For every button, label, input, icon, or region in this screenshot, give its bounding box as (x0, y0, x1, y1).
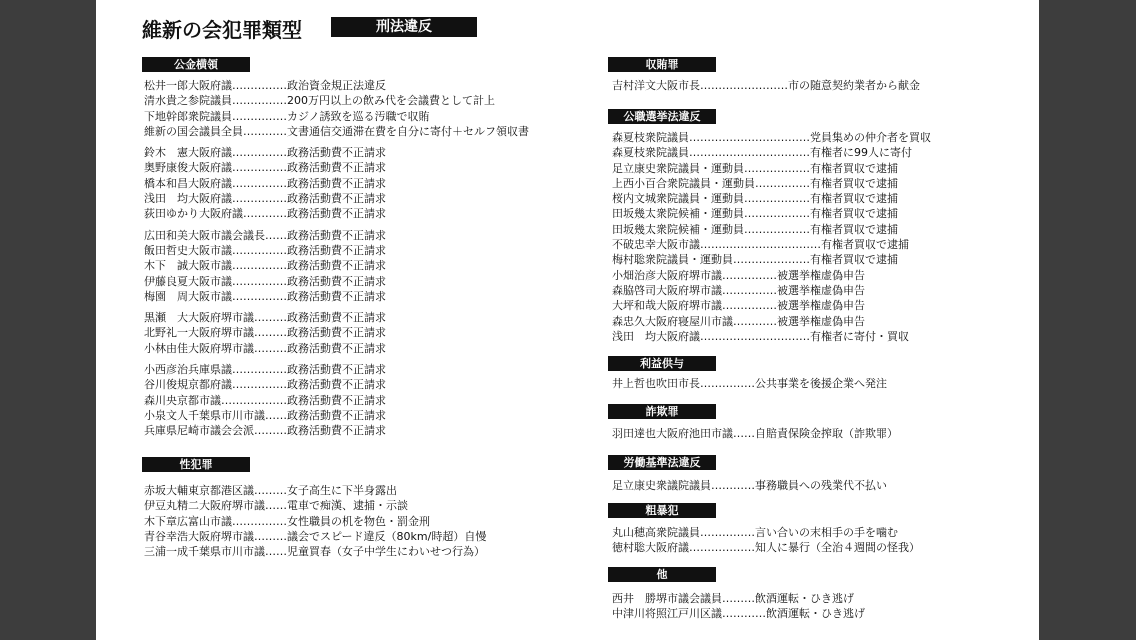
list-item: 桜内文城衆院議員・運動員………………有権者買収で逮捕 (612, 192, 898, 206)
list-item: 小泉文人千葉県市川市議……政務活動費不正請求 (144, 408, 386, 422)
list-item: 不破忠幸大阪市議……………………………有権者買収で逮捕 (612, 238, 909, 252)
entry-group (144, 145, 529, 221)
entry-group (612, 525, 920, 556)
list-item: 森脇啓司大阪府堺市議……………被選挙権虚偽申告 (612, 283, 865, 297)
list-item: 田坂幾太衆院候補・運動員………………有権者買収で逮捕 (612, 222, 898, 236)
list-item: 吉村洋文大阪市長……………………市の随意契約業者から献金 (612, 79, 920, 92)
entry-group (612, 426, 898, 441)
list-item: 北野礼一大阪府堺市議………政務活動費不正請求 (144, 326, 386, 340)
category-badge: 刑法違反 (331, 17, 477, 37)
entry-group (144, 483, 486, 559)
section-header-labor-law: 労働基準法違反 (608, 455, 716, 470)
list-item: 梅園 周大阪市議……………政務活動費不正請求 (144, 289, 386, 303)
section-entries-fraud (612, 426, 898, 441)
list-item: 梅村聡衆院議員・運動員…………………有権者買収で逮捕 (612, 253, 898, 267)
list-item: 足立康史衆議院議員…………事務職員への残業代不払い (612, 479, 887, 492)
section-entries-other (612, 591, 865, 622)
list-item: 赤坂大輔東京都港区議………女子高生に下半身露出 (144, 484, 397, 497)
section-header-profit-provision: 利益供与 (608, 356, 716, 371)
list-item: 羽田達也大阪府池田市議……自賠責保険金搾取（詐欺罪） (612, 427, 898, 440)
list-item: 中津川将照江戸川区議…………飲酒運転・ひき逃げ (612, 607, 865, 621)
list-item: 兵庫県尼崎市議会会派………政務活動費不正請求 (144, 424, 386, 438)
list-item: 西井 勝堺市議会議員………飲酒運転・ひき逃げ (612, 592, 854, 605)
section-entries-violent-crimes (612, 525, 920, 556)
list-item: 維新の国会議員全員…………文書通信交通滞在費を自分に寄付＋セルフ領収書 (144, 124, 529, 138)
list-item: 上西小百合衆院議員・運動員……………有権者買収で逮捕 (612, 176, 898, 190)
section-header-bribery: 収賄罪 (608, 57, 716, 72)
list-item: 松井一郎大阪府議……………政治資金規正法違反 (144, 79, 386, 92)
section-entries-labor-law (612, 478, 887, 493)
section-header-fraud: 詐欺罪 (608, 404, 716, 419)
list-item: 田坂幾太衆院候補・運動員………………有権者買収で逮捕 (612, 207, 898, 221)
list-item: 小林由佳大阪府堺市議………政務活動費不正請求 (144, 341, 386, 355)
list-item: 大坪和哉大阪府堺市議……………被選挙権虚偽申告 (612, 299, 865, 313)
section-entries-election-law (612, 130, 931, 344)
section-header-embezzlement: 公金横領 (142, 57, 250, 72)
list-item: 浅田 均大阪府議……………政務活動費不正請求 (144, 192, 386, 206)
section-entries-sex-crimes (144, 483, 486, 559)
section-entries-bribery (612, 78, 920, 93)
list-item: 飯田哲史大阪市議……………政務活動費不正請求 (144, 243, 386, 257)
entry-group (612, 376, 887, 391)
list-item: 丸山穂高衆院議員……………言い合いの末相手の手を噛む (612, 526, 898, 539)
list-item: 森夏枝衆院議員……………………………有権者に99人に寄付 (612, 146, 912, 160)
list-item: 木下章広富山市議……………女性職員の机を物色・罰金刑 (144, 514, 430, 528)
list-item: 森忠久大阪府寝屋川市議…………被選挙権虚偽申告 (612, 314, 865, 328)
list-item: 小畑治彦大阪府堺市議……………被選挙権虚偽申告 (612, 268, 865, 282)
list-item: 清水貴之参院議員……………200万円以上の飲み代を会議費として計上 (144, 94, 495, 108)
list-item: 井上哲也吹田市長……………公共事業を後援企業へ発注 (612, 377, 887, 390)
document-page (96, 0, 1039, 640)
section-entries-embezzlement (144, 78, 529, 439)
list-item: 青谷幸浩大阪府堺市議………議会でスピード違反（80km/時超）自慢 (144, 529, 487, 543)
list-item: 鈴木 憲大阪府議……………政務活動費不正請求 (144, 146, 386, 160)
list-item: 森川央京都市議………………政務活動費不正請求 (144, 393, 386, 407)
entry-group (144, 362, 529, 438)
list-item: 三浦一成千葉県市川市議……児童買春（女子中学生にわいせつ行為） (144, 545, 485, 559)
list-item: 下地幹郎衆院議員……………カジノ誘致を巡る汚職で収賄 (144, 109, 430, 123)
list-item: 足立康史衆院議員・運動員………………有権者買収で逮捕 (612, 161, 898, 175)
list-item: 黒瀬 大大阪府堺市議………政務活動費不正請求 (144, 311, 386, 325)
section-header-election-law: 公職選挙法違反 (608, 109, 716, 124)
list-item: 橋本和昌大阪府議……………政務活動費不正請求 (144, 176, 386, 190)
section-header-sex-crimes: 性犯罪 (142, 457, 250, 472)
list-item: 谷川俊規京都府議……………政務活動費不正請求 (144, 378, 386, 392)
section-header-violent-crimes: 粗暴犯 (608, 503, 716, 518)
list-item: 浅田 均大阪府議…………………………有権者に寄付・買収 (612, 329, 909, 343)
entry-group (612, 478, 887, 493)
entry-group (144, 228, 529, 304)
section-header-other: 他 (608, 567, 716, 582)
page-title: 維新の会犯罪類型 (142, 18, 302, 42)
list-item: 伊藤良夏大阪市議……………政務活動費不正請求 (144, 274, 386, 288)
section-entries-profit-provision (612, 376, 887, 391)
entry-group (144, 310, 529, 356)
entry-group (144, 78, 529, 139)
entry-group (612, 591, 865, 622)
list-item: 森夏枝衆院議員……………………………党員集めの仲介者を買収 (612, 131, 931, 144)
list-item: 徳村聡大阪府議………………知人に暴行（全治４週間の怪我） (612, 541, 920, 555)
entry-group (612, 78, 920, 93)
list-item: 小西彦治兵庫県議……………政務活動費不正請求 (144, 363, 386, 377)
list-item: 広田和美大阪市議会議長……政務活動費不正請求 (144, 228, 386, 242)
list-item: 荻田ゆかり大阪府議…………政務活動費不正請求 (144, 207, 386, 221)
entry-group (612, 130, 931, 344)
list-item: 奥野康俊大阪府議……………政務活動費不正請求 (144, 161, 386, 175)
list-item: 伊豆丸精二大阪府堺市議……電車で痴漢、逮捕・示談 (144, 499, 408, 513)
list-item: 木下 誠大阪市議……………政務活動費不正請求 (144, 259, 386, 273)
